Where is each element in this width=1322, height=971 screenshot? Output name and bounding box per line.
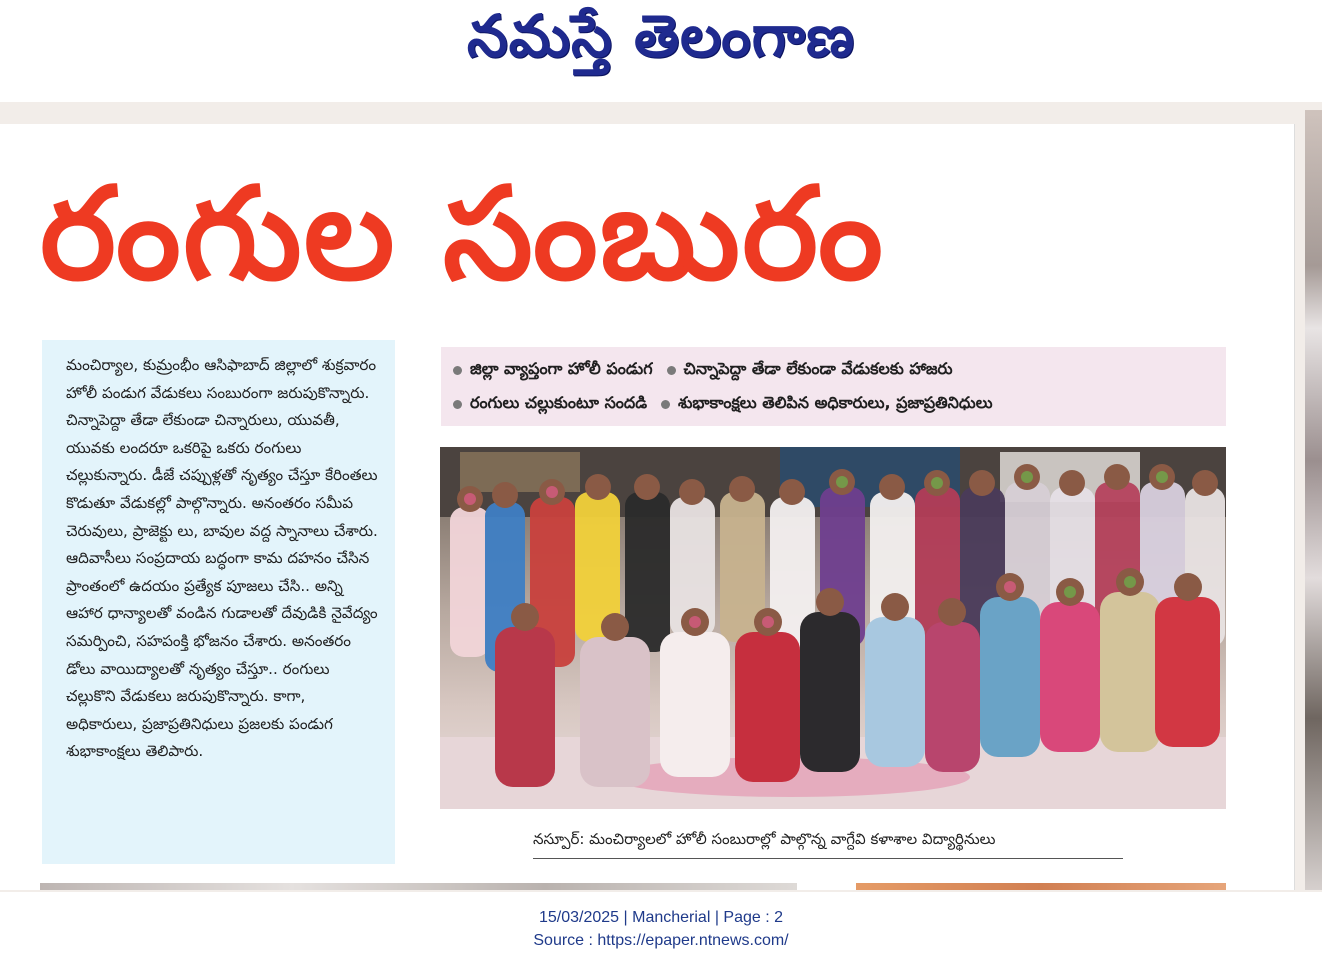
photo-caption: నస్పూర్: మంచిర్యాలలో హోలీ సంబురాల్లో పాల్గొన్న వాగ్దేవి కళాశాల విద్యార్థినులు (533, 824, 1123, 859)
article-body-text: మంచిర్యాల, కుమ్రంభీం ఆసిఫాబాద్ జిల్లాలో శుక్రవారం హోలీ పండుగ వేడుకలు సంబురంగా జరుపుకొన్నారు. చిన్నాపెద్దా తేడా లేకుండా చిన్నారులు, యువతీ, యువకు లందరూ ఒకరిపై ఒకరు రంగులు చల్లుకున్నారు. డీజే చప్పుళ్లతో నృత్యం చేస్తూ కేరింతలు కొడుతూ వేడుకల్లో పాల్గొన్నారు. అనంతరం సమీప చెరువులు, ప్రాజెక్టు లు, బావుల వద్ద స్నానాలు చేశారు. ఆదివాసీలు సంప్రదాయ బద్ధంగా కామ దహనం చేసిన ప్రాంతంలో ఉదయం ప్రత్యేక పూజలు చేసి.. అన్ని ఆహార ధాన్యాలతో వండిన గుడాలతో దేవుడికి నైవేద్యం సమర్పించి, సహపంక్తి భోజనం చేశారు. అనంతరం డోలు వాయిద్యాలతో నృత్యం చేస్తూ.. రంగులు చల్లుకొని వేడుకలు జరుపుకొన్నారు. కాగా, అధికారులు, ప్రజాప్రతినిధులు ప్రజలకు పండుగ శుభాకాంక్షలు తెలిపారు. (66, 356, 378, 761)
highlight-item (661, 393, 993, 416)
adjacent-article-edge (1305, 110, 1322, 890)
newspaper-logo: నమస్తే తెలంగాణ (467, 2, 855, 70)
source-link[interactable]: Source : https://epaper.ntnews.com/ (533, 932, 789, 949)
highlight-text: శుభాకాంక్షలు తెలిపిన అధికారులు, ప్రజాప్రతినిధులు (678, 392, 993, 412)
edition-info: 15/03/2025 | Mancherial | Page : 2 (538, 909, 784, 926)
masthead (0, 0, 1322, 100)
article-body-box (42, 340, 395, 864)
bullet-icon (661, 400, 670, 409)
bullet-icon (667, 366, 676, 375)
highlight-item (453, 359, 653, 382)
highlight-text: జిల్లా వ్యాప్తంగా హోలీ పండుగ (470, 358, 653, 378)
bullet-icon (453, 400, 462, 409)
article-highlights (441, 347, 1226, 426)
highlights-row (453, 387, 1216, 421)
next-article-edge (40, 883, 797, 890)
highlight-text: రంగులు చల్లుకుంటూ సందడి (470, 392, 648, 412)
highlight-item (667, 359, 953, 382)
page-footer (0, 906, 1322, 952)
next-article-edge (856, 883, 1226, 890)
highlight-text: చిన్నాపెద్దా తేడా లేకుండా వేడుకలకు హాజరు (683, 358, 953, 378)
article-headline: రంగుల సంబురం (40, 160, 885, 309)
group-photo-illustration (440, 447, 1226, 809)
highlights-row (453, 353, 1216, 387)
highlight-item (453, 393, 647, 416)
article-photo (440, 447, 1226, 809)
bullet-icon (453, 366, 462, 375)
